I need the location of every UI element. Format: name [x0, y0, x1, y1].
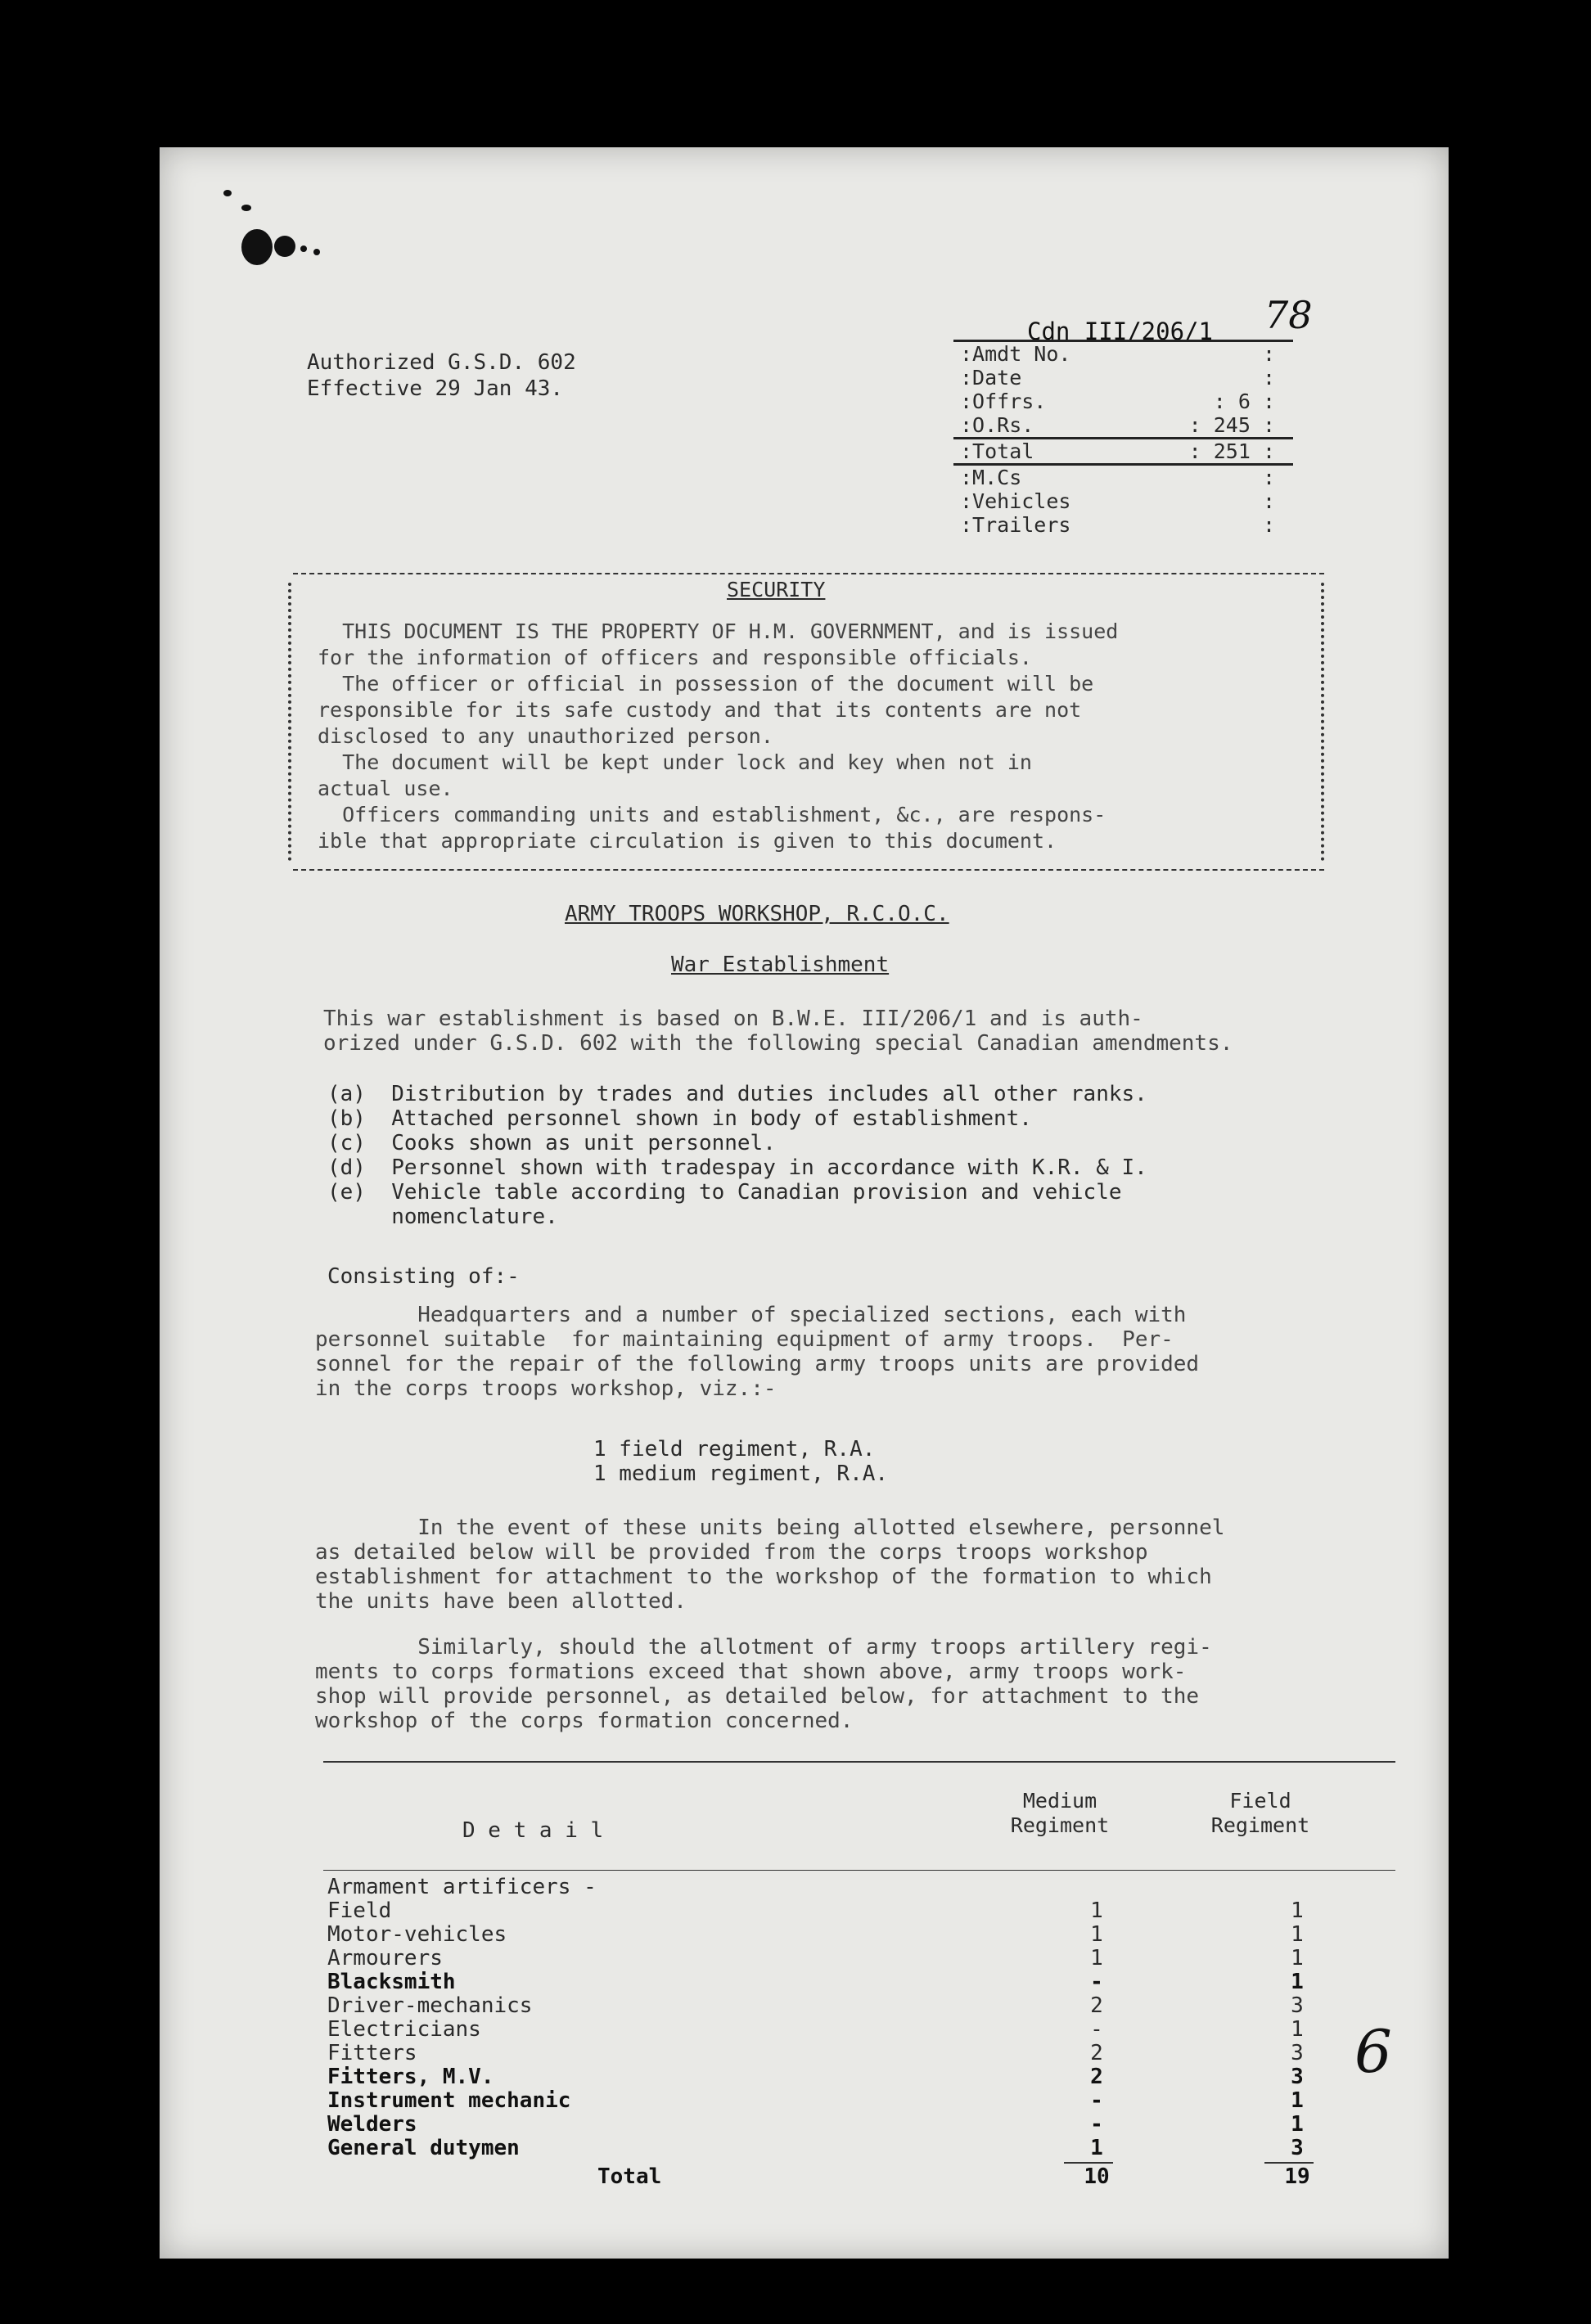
security-text: THIS DOCUMENT IS THE PROPERTY OF H.M. GOVERNMENT, and is issued for the information of officers and responsible officials. The officer or official in possession of the document will be responsible for its safe custody and that its contents are not disclosed to any unauthorized person. The document will be kept under lock and key when not in actual use. Officers commanding units and establishment, &c., are respons- ible that appropriate circulation is given to this document. [318, 619, 1119, 853]
table-row: Armament artificers - [327, 1875, 597, 1899]
amdt-row-total: :Total : 251 : [953, 437, 1293, 466]
table-row: Driver-mechanics 2 3 [327, 1993, 1304, 2018]
security-box-right-border [1321, 583, 1329, 861]
authorized-line: Authorized G.S.D. 602 [307, 350, 576, 375]
table-row: Fitters, M.V. 2 3 [327, 2065, 1304, 2089]
table-row: General dutymen 1 3 [327, 2136, 1304, 2160]
table-header-medium: Medium Regiment [1010, 1789, 1110, 1837]
table-row: Blacksmith - 1 [327, 1970, 1304, 1994]
ink-dot [300, 245, 307, 252]
amendment-a: (a) Distribution by trades and duties includes all other ranks. [327, 1082, 1147, 1106]
table-row: Instrument mechanic - 1 [327, 2088, 1304, 2113]
table-row: Armourers 1 1 [327, 1946, 1304, 1970]
amendment-e: (e) Vehicle table according to Canadian provision and vehicle nomenclature. [327, 1180, 1122, 1229]
table-row: Field 1 1 [327, 1898, 1304, 1923]
amdt-row-trailers: :Trailers : [960, 513, 1275, 537]
total-rule-field [1264, 2162, 1314, 2164]
amdt-row-amdt-no: :Amdt No. : [960, 342, 1275, 366]
paragraph-allotment: In the event of these units being allotted elsewhere, personnel as detailed below will be provided from the corps troops workshop establishment for attachment to the workshop of the formation to which the units have been allotted. [315, 1516, 1225, 1614]
ink-dot [241, 205, 251, 211]
amendment-c: (c) Cooks shown as unit personnel. [327, 1131, 776, 1155]
table-row: Motor-vehicles 1 1 [327, 1922, 1304, 1947]
security-box [293, 573, 1324, 871]
amendment-b: (b) Attached personnel shown in body of establishment. [327, 1106, 1032, 1131]
table-row: Electricians - 1 [327, 2017, 1304, 2042]
ink-dot [223, 190, 232, 196]
table-top-rule [323, 1761, 1395, 1763]
document-title: ARMY TROOPS WORKSHOP, R.C.O.C. [565, 902, 949, 926]
amdt-row-ors: :O.Rs. : 245 : [960, 413, 1275, 437]
intro-paragraph: This war establishment is based on B.W.E. III/206/1 and is auth- orized under G.S.D. 602 with the following special Canadian amendments. [323, 1007, 1233, 1056]
security-title: SECURITY [727, 578, 826, 601]
units-list: 1 field regiment, R.A. 1 medium regiment, R.A. [593, 1437, 889, 1486]
table-total-row: Total 10 19 [597, 2164, 1310, 2189]
handwritten-page-number: 6 [1354, 2017, 1392, 2086]
total-rule-medium [1064, 2162, 1113, 2164]
table-row: Welders - 1 [327, 2112, 1304, 2137]
table-row: Fitters 2 3 [327, 2041, 1304, 2065]
paragraph-headquarters: Headquarters and a number of specialized sections, each with personnel suitable for maintaining equipment of army troops. Per- sonnel for the repair of the following army troops units are provided in the corps troops workshop, viz.:- [315, 1303, 1200, 1401]
table-header-field: Field Regiment [1210, 1789, 1310, 1837]
document-subtitle: War Establishment [671, 953, 890, 977]
amdt-row-vehicles: :Vehicles : [960, 489, 1275, 513]
ink-blot [241, 229, 273, 265]
handwritten-corner-mark: 78 [1264, 293, 1313, 337]
amendment-d: (d) Personnel shown with tradespay in accordance with K.R. & I. [327, 1155, 1147, 1180]
document-reference: Cdn III/206/1 [1027, 318, 1213, 345]
ink-blot [274, 236, 295, 257]
amdt-row-offrs: :Offrs. : 6 : [960, 390, 1275, 413]
ink-dot [313, 249, 320, 255]
security-box-left-border [288, 583, 296, 861]
amendment-box [953, 340, 1293, 537]
effective-line: Effective 29 Jan 43. [307, 376, 564, 401]
table-header-rule [323, 1870, 1395, 1871]
table-header-detail: D e t a i l [462, 1818, 604, 1843]
consisting-heading: Consisting of:- [327, 1264, 520, 1289]
paragraph-similarly: Similarly, should the allotment of army troops artillery regi- ments to corps formations exceed that shown above, army troops work- shop will provide personnel, as detailed below, for attachment to the workshop of the corps formation concerned. [315, 1635, 1212, 1733]
amdt-row-date: :Date : [960, 366, 1275, 390]
amdt-row-mcs: :M.Cs : [960, 466, 1275, 489]
